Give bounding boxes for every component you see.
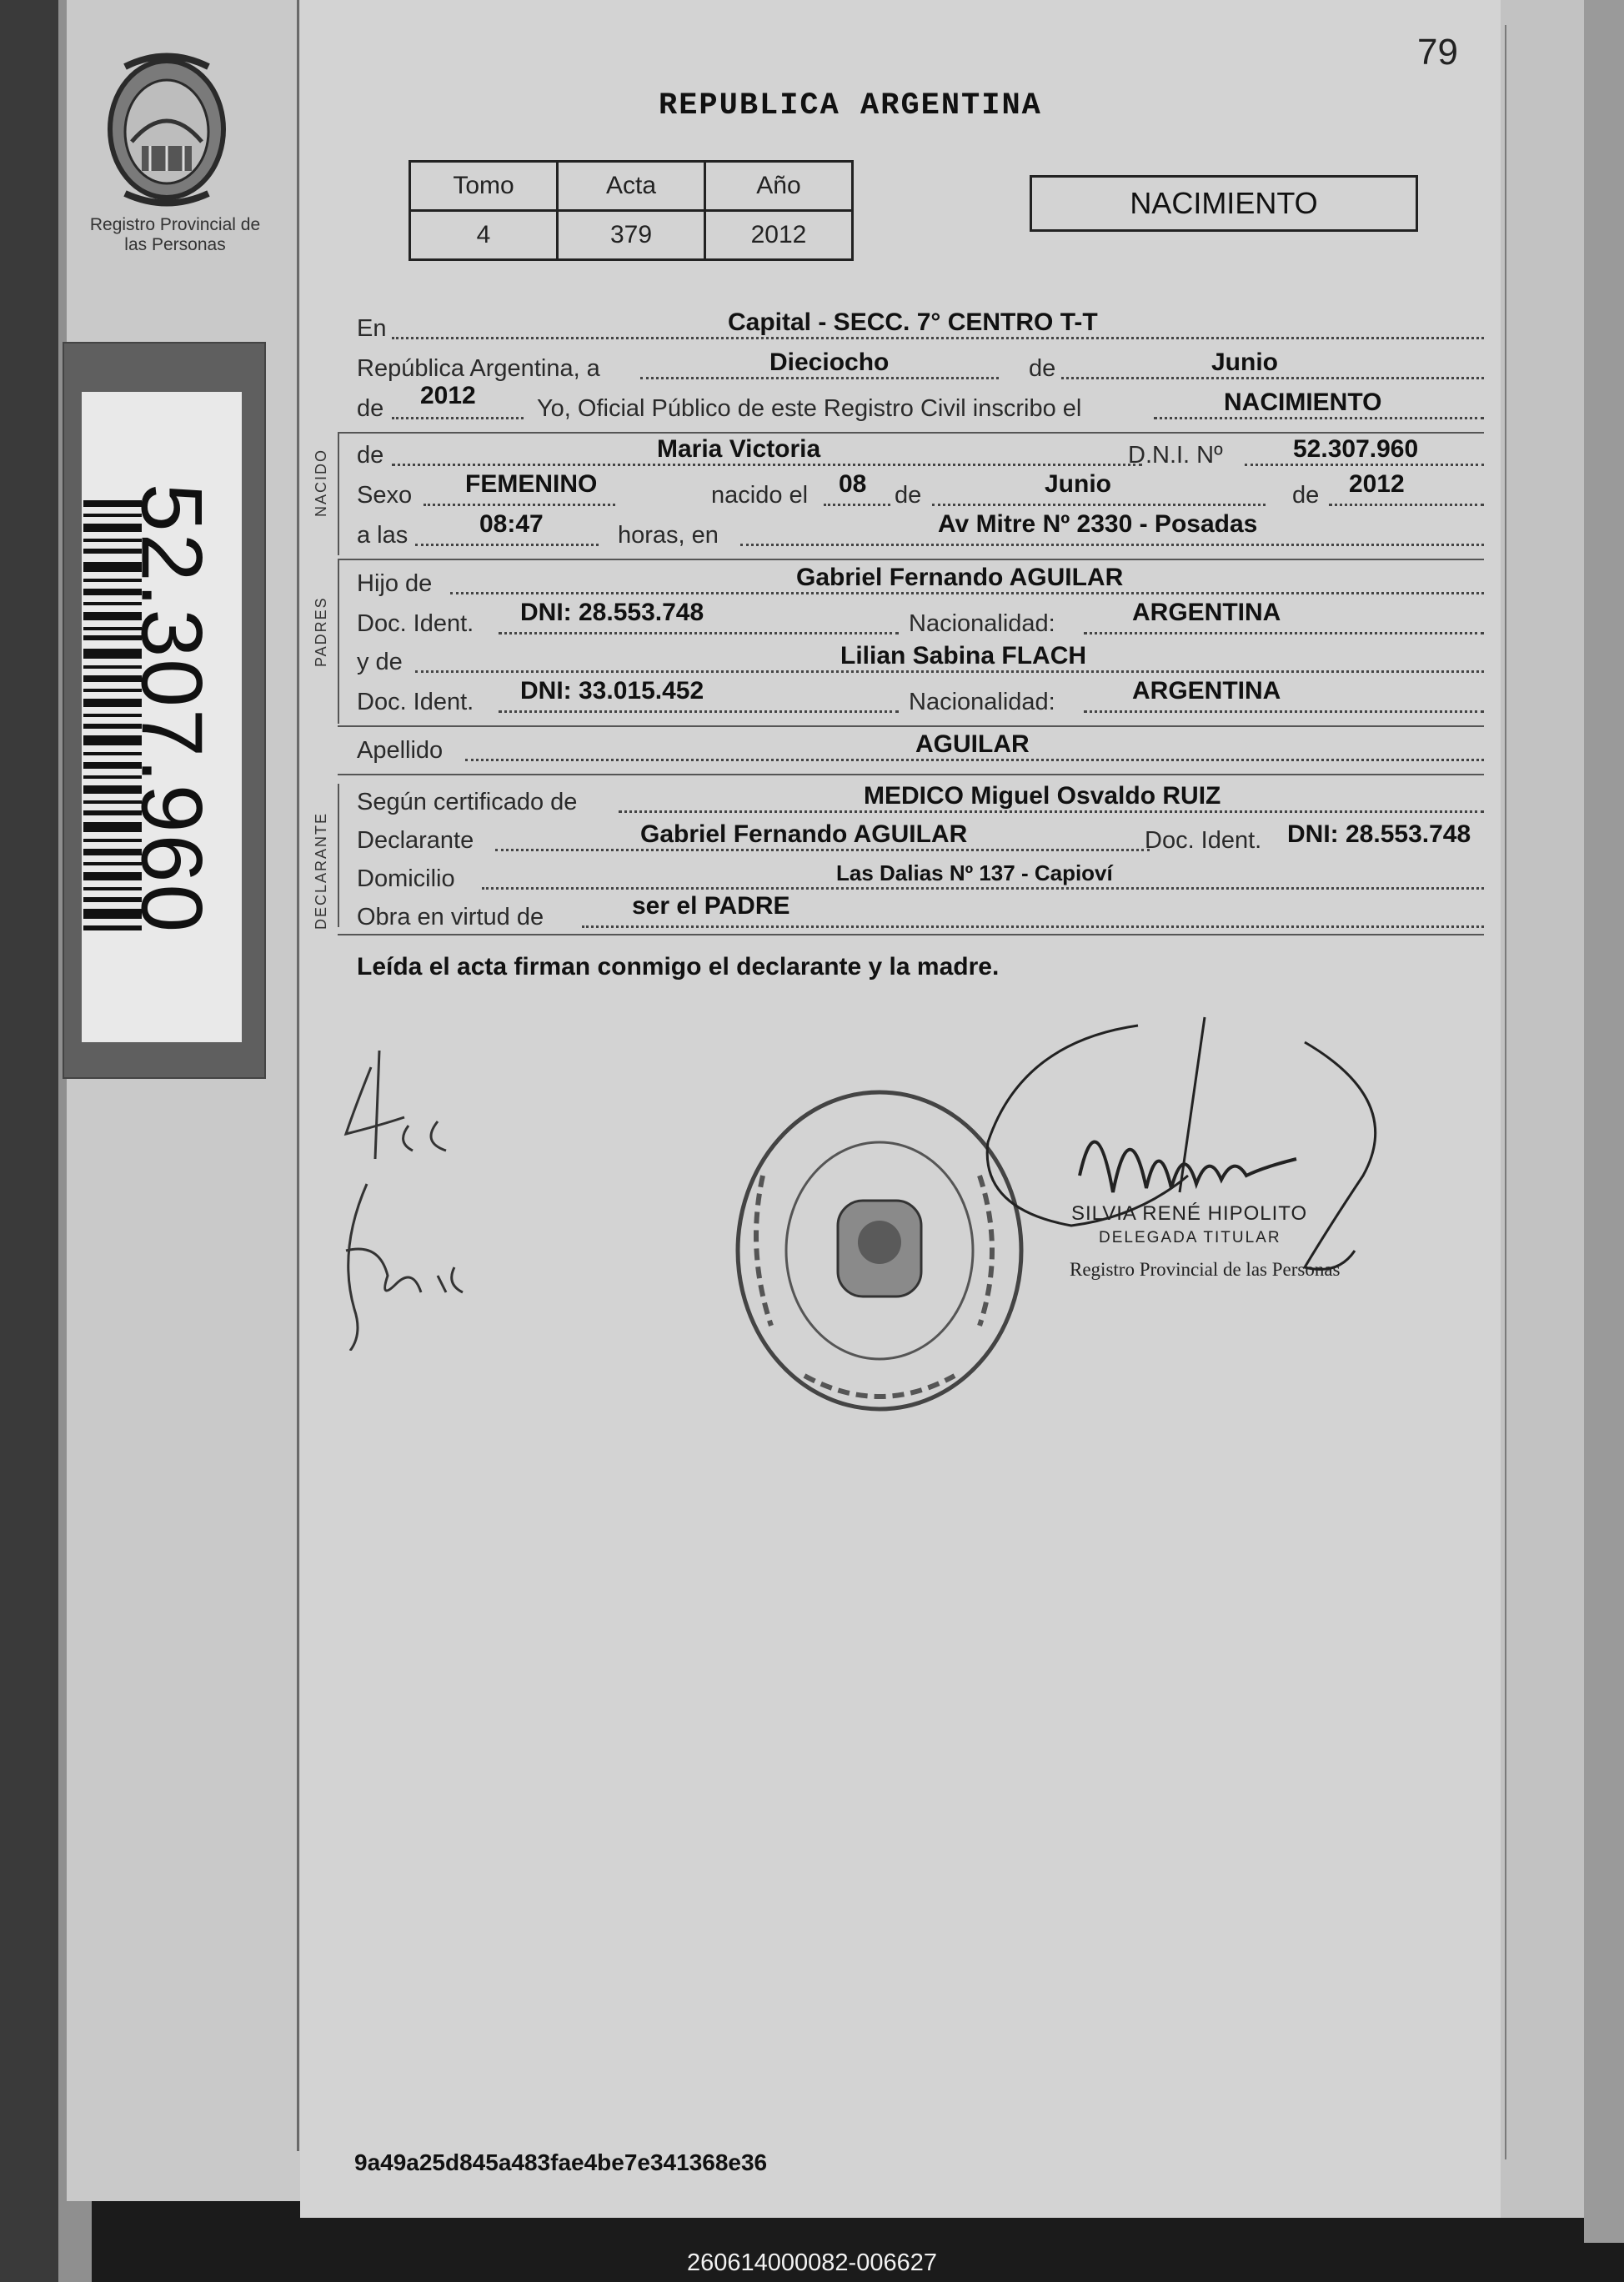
- dotted-line: [582, 925, 1484, 928]
- sex-label: Sexo: [357, 482, 413, 509]
- child-sex: FEMENINO: [465, 470, 598, 498]
- page-number: 79: [1417, 32, 1458, 73]
- section-label-declarant: DECLARANTE: [313, 811, 329, 930]
- dotted-line: [619, 810, 1484, 813]
- surname-label: Apellido: [357, 737, 444, 764]
- margin-rule: [297, 0, 299, 2151]
- row-mother-doc: [357, 677, 1484, 719]
- dotted-line: [1245, 464, 1484, 466]
- republic-label: República Argentina, a: [357, 355, 600, 382]
- section-divider: [338, 725, 1484, 727]
- section-label-born: NACIDO: [313, 448, 329, 517]
- birth-time: 08:47: [479, 510, 544, 538]
- row-capacity: [357, 892, 1484, 934]
- registration-place: Capital - SECC. 7° CENTRO T-T: [728, 308, 1098, 336]
- section-divider: [338, 432, 1484, 434]
- dotted-line: [392, 464, 1142, 466]
- reference-value-row: [410, 211, 853, 260]
- row-father-doc: [357, 599, 1484, 640]
- nationality-label: Nacionalidad:: [909, 610, 1055, 637]
- page-right-edge: [1501, 0, 1584, 2218]
- dotted-line: [495, 849, 1150, 851]
- act-type-box: NACIMIENTO: [1030, 175, 1418, 232]
- province-emblem-icon: [100, 50, 233, 208]
- section-bracket: [338, 559, 339, 724]
- section-divider: [338, 559, 1484, 560]
- section-divider: [338, 934, 1484, 935]
- section-bracket: [338, 432, 339, 555]
- child-of-label: Hijo de: [357, 570, 433, 597]
- dotted-line: [1329, 504, 1484, 506]
- doc-label: Doc. Ident.: [1145, 827, 1262, 854]
- dotted-line: [824, 504, 890, 506]
- dotted-line: [640, 377, 999, 379]
- label-number-area: [67, 425, 275, 992]
- and-label: y de: [357, 649, 403, 675]
- de-label: de: [1029, 355, 1056, 382]
- row-declarant: [357, 820, 1484, 857]
- dotted-line: [1084, 632, 1484, 634]
- acta-header: Acta: [558, 162, 705, 211]
- dni-label: D.N.I. Nº: [1128, 442, 1223, 469]
- father-name: Gabriel Fernando AGUILAR: [796, 564, 1124, 591]
- birth-day: 08: [839, 470, 867, 498]
- declarant-doc: DNI: 28.553.748: [1287, 820, 1471, 848]
- row-address: [357, 859, 1484, 895]
- dotted-line: [932, 504, 1266, 506]
- row-father: [357, 564, 1484, 600]
- dotted-line: [424, 504, 615, 506]
- section-divider: [338, 774, 1484, 775]
- born-on-label: nacido el: [711, 482, 809, 509]
- registration-year: 2012: [420, 382, 476, 409]
- de-label: de: [1292, 482, 1320, 509]
- row-year: [357, 382, 1484, 425]
- de-label: de: [357, 442, 384, 469]
- row-certificate: [357, 782, 1484, 819]
- dotted-line: [392, 417, 524, 419]
- row-date: [357, 349, 1484, 385]
- child-dni: 52.307.960: [1293, 435, 1419, 463]
- birth-year: 2012: [1349, 470, 1405, 498]
- surname-value: AGUILAR: [915, 730, 1030, 758]
- dotted-line: [1154, 417, 1484, 419]
- at-label: a las: [357, 522, 409, 549]
- document-hash: 9a49a25d845a483fae4be7e341368e36: [354, 2149, 768, 2175]
- handwritten-signature-icon: [329, 1034, 513, 1351]
- birth-month: Junio: [1045, 470, 1111, 498]
- closing-statement: Leída el acta firman conmigo el declarante y la madre.: [357, 953, 1000, 981]
- dotted-line: [415, 670, 1484, 673]
- birth-place: Av Mitre Nº 2330 - Posadas: [938, 510, 1258, 538]
- dotted-line: [415, 544, 599, 546]
- row-surname: [357, 730, 1484, 767]
- dotted-line: [450, 592, 1484, 594]
- row-child-name: [357, 435, 1484, 472]
- certificate-label: Según certificado de: [357, 789, 578, 815]
- official-role: DELEGADA TITULAR: [1099, 1229, 1281, 1246]
- anio-header: Año: [705, 162, 853, 211]
- dotted-line: [465, 759, 1484, 761]
- registration-day: Dieciocho: [769, 349, 890, 376]
- label-number: 52.307.960: [123, 483, 220, 935]
- de-label: de: [357, 395, 384, 422]
- dotted-line: [499, 710, 899, 713]
- act-recorded: NACIMIENTO: [1224, 389, 1382, 416]
- document-title: REPUBLICA ARGENTINA: [659, 88, 1042, 123]
- anio-value: 2012: [705, 211, 853, 260]
- registration-month: Junio: [1211, 349, 1278, 376]
- page-stack-edge: [1584, 0, 1624, 2243]
- mother-doc: DNI: 33.015.452: [520, 677, 704, 705]
- hours-label: horas, en: [618, 522, 719, 549]
- registry-name: Registro Provincial de las Personas: [89, 215, 261, 254]
- reference-header-row: [410, 162, 853, 211]
- row-mother: [357, 642, 1484, 679]
- en-label: En: [357, 315, 387, 342]
- dotted-line: [740, 544, 1484, 546]
- de-label: de: [895, 482, 922, 509]
- father-nationality: ARGENTINA: [1132, 599, 1281, 626]
- mother-name: Lilian Sabina FLACH: [840, 642, 1087, 670]
- dotted-line: [1061, 377, 1484, 379]
- declarant-label: Declarante: [357, 827, 474, 854]
- father-doc: DNI: 28.553.748: [520, 599, 704, 626]
- row-time-place: [357, 510, 1484, 552]
- capacity-label: Obra en virtud de: [357, 904, 544, 930]
- right-margin-rule: [1505, 25, 1506, 2159]
- footer-code: 260614000082-006627: [687, 2249, 937, 2276]
- address-label: Domicilio: [357, 865, 455, 892]
- doc-label: Doc. Ident.: [357, 689, 474, 715]
- left-margin-strip: [67, 0, 300, 2201]
- section-bracket: [338, 784, 339, 927]
- official-name: SILVIA RENÉ HIPOLITO: [1071, 1202, 1308, 1225]
- row-place: [357, 308, 1484, 345]
- certificate-issuer: MEDICO Miguel Osvaldo RUIZ: [864, 782, 1221, 810]
- nationality-label: Nacionalidad:: [909, 689, 1055, 715]
- doc-label: Doc. Ident.: [357, 610, 474, 637]
- dotted-line: [392, 337, 1484, 339]
- declarant-name: Gabriel Fernando AGUILAR: [640, 820, 968, 848]
- section-label-parents: PADRES: [313, 596, 329, 667]
- reference-table: [409, 160, 854, 261]
- row-sex-date: [357, 470, 1484, 512]
- tomo-value: 4: [410, 211, 558, 260]
- mother-nationality: ARGENTINA: [1132, 677, 1281, 705]
- registrar-text: Yo, Oficial Público de este Registro Civil inscribo el: [537, 395, 1082, 422]
- child-name: Maria Victoria: [657, 435, 821, 463]
- declarant-capacity: ser el PADRE: [632, 892, 790, 920]
- tomo-header: Tomo: [410, 162, 558, 211]
- dotted-line: [482, 887, 1484, 890]
- dotted-line: [1084, 710, 1484, 713]
- acta-value: 379: [558, 211, 705, 260]
- declarant-address: Las Dalias Nº 137 - Capioví: [836, 860, 1113, 885]
- official-registry: Registro Provincial de las Personas: [1070, 1259, 1341, 1280]
- book-binding: [0, 0, 58, 2282]
- dotted-line: [499, 632, 899, 634]
